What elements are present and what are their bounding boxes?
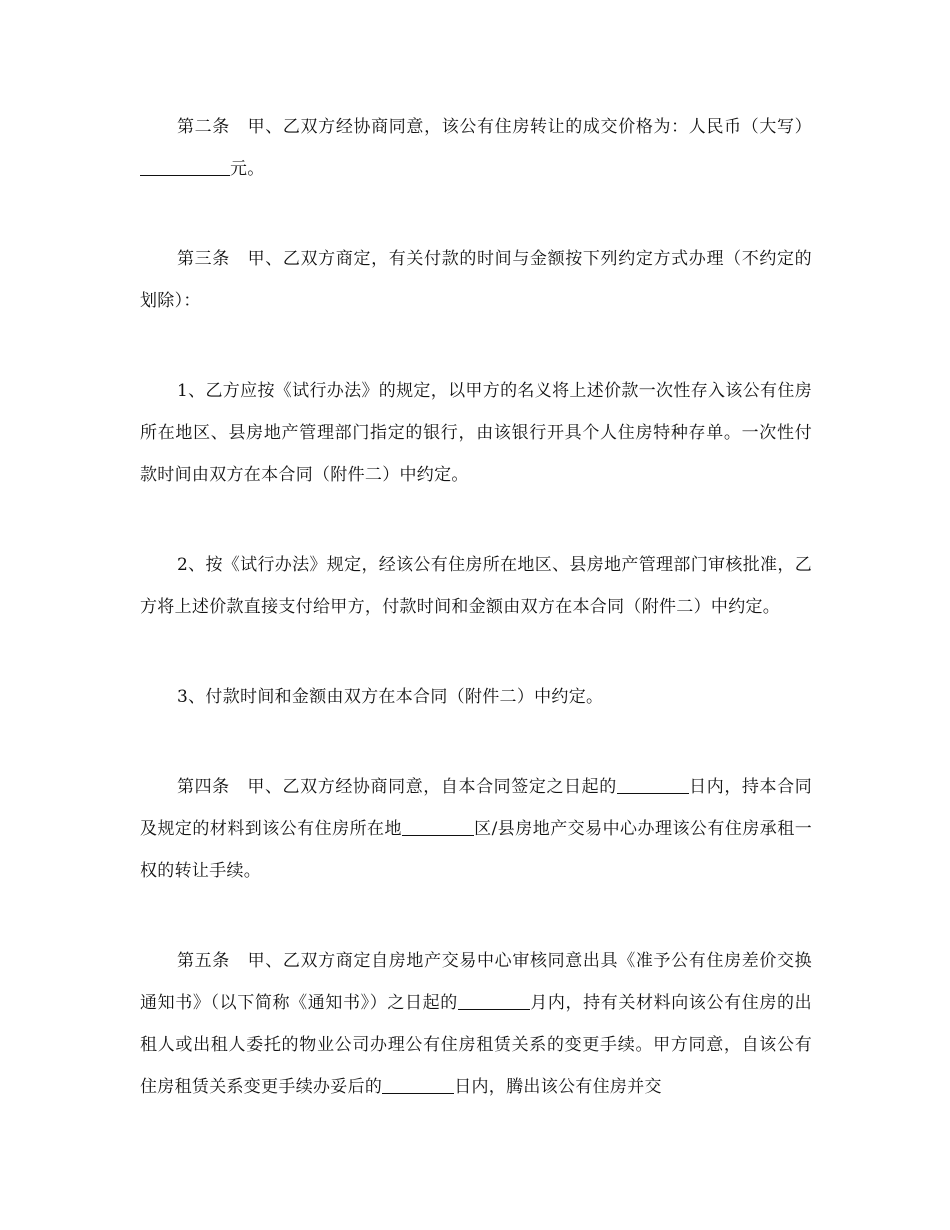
contract-page <box>140 106 812 1108</box>
vacate-days-blank <box>382 1073 454 1094</box>
payment-item-3-text: 3、付款时间和金额由双方在本合同（附件二）中约定。 <box>177 687 604 707</box>
article-3-text: 第三条 甲、乙双方商定，有关付款的时间与金额按下列约定方式办理（不约定的划除）： <box>140 249 812 311</box>
district-blank <box>402 815 474 836</box>
payment-item-1-text: 1、乙方应按《试行办法》的规定，以甲方的名义将上述价款一次性存入该公有住房所在地区、县房地产管理部门指定的银行，由该银行开具个人住房特种存单。一次性付款时间由双方在本合同（附件二）中约定。 <box>140 381 812 485</box>
article-5 <box>140 940 812 1108</box>
payment-item-1 <box>140 370 812 496</box>
article-5-text-2: 月内，持有关材料向该公有住房的出租人或出租人委托的物业公司办理公有住房租赁关系的变更手续。甲方同意，自该公有住房租赁关系变更手续办妥后的 <box>140 993 812 1097</box>
article-2-text-2: 元。 <box>230 159 265 179</box>
article-4 <box>140 766 812 892</box>
article-4-text-3: 区/县房地产交易中心办理该公有住房承租一权的转让手续。 <box>140 819 813 881</box>
article-5-text-3: 日内，腾出该公有住房并交 <box>454 1077 662 1097</box>
payment-item-2 <box>140 544 812 628</box>
article-2-text-1: 第二条 甲、乙双方经协商同意，该公有住房转让的成交价格为：人民币（大写） <box>177 117 812 137</box>
payment-item-2-text: 2、按《试行办法》规定，经该公有住房所在地区、县房地产管理部门审核批准，乙方将上述价款直接支付给甲方，付款时间和金额由双方在本合同（附件二）中约定。 <box>140 555 812 617</box>
payment-item-3 <box>140 676 812 718</box>
article-3 <box>140 238 812 322</box>
article-5-text-1: 第五条 甲、乙双方商定自房地产交易中心审核同意出具《准予公有住房差价交换通知书》（以下简称《通知书》）之日起的 <box>140 951 812 1013</box>
article-2 <box>140 106 812 190</box>
days-blank <box>617 773 689 794</box>
article-4-text-2: 日内，持本合同及规定的材料到该公有住房所在地 <box>140 777 812 839</box>
article-4-text-1: 第四条 甲、乙双方经协商同意，自本合同签定之日起的 <box>177 777 617 797</box>
price-blank <box>140 155 230 176</box>
months-blank <box>458 989 530 1010</box>
